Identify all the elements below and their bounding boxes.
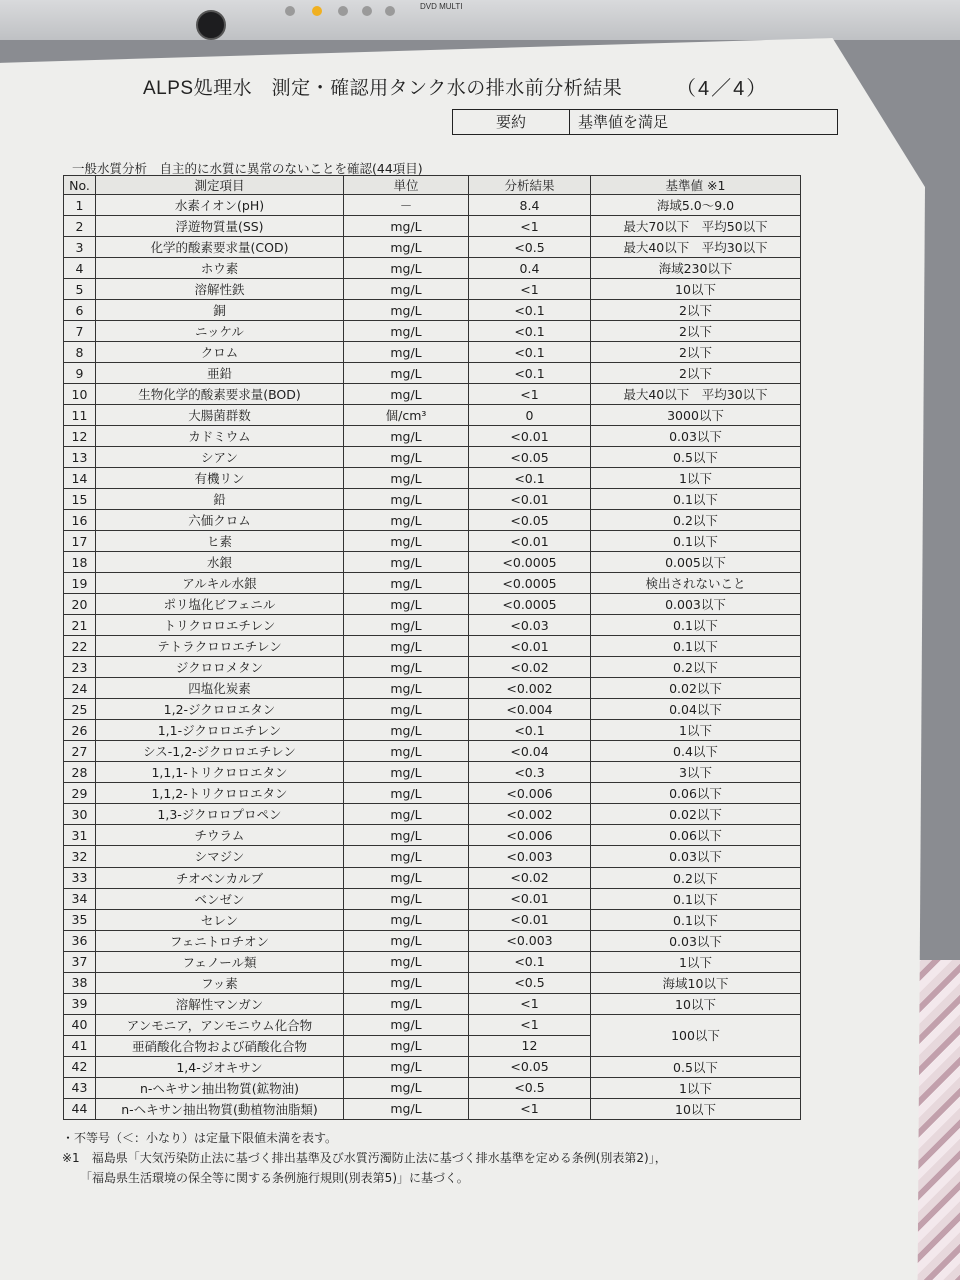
- cell-result: <0.5: [469, 237, 591, 258]
- cell-item: シマジン: [96, 846, 344, 867]
- indicator-light: [338, 6, 348, 16]
- cell-unit: mg/L: [344, 363, 469, 384]
- cell-unit: mg/L: [344, 741, 469, 762]
- cell-no: 4: [64, 258, 96, 279]
- cell-no: 5: [64, 279, 96, 300]
- cell-standard: 0.003以下: [591, 594, 801, 615]
- cell-item: シス-1,2-ジクロロエチレン: [96, 741, 344, 762]
- cell-standard: 0.03以下: [591, 930, 801, 951]
- cell-result: <1: [469, 993, 591, 1014]
- cell-no: 36: [64, 930, 96, 951]
- cell-unit: mg/L: [344, 384, 469, 405]
- cell-no: 32: [64, 846, 96, 867]
- indicator-light: [312, 6, 322, 16]
- cell-result: <0.5: [469, 1077, 591, 1098]
- results-table: [63, 175, 801, 1120]
- footnotes: [62, 1128, 667, 1188]
- cell-unit: mg/L: [344, 510, 469, 531]
- cell-standard: 0.2以下: [591, 867, 801, 888]
- cell-unit: mg/L: [344, 531, 469, 552]
- cell-standard: 海域5.0～9.0: [591, 195, 801, 216]
- cell-unit: mg/L: [344, 594, 469, 615]
- table-row: [64, 468, 801, 489]
- cell-no: 11: [64, 405, 96, 426]
- cell-unit: mg/L: [344, 804, 469, 825]
- cell-item: シアン: [96, 447, 344, 468]
- cell-standard: 2以下: [591, 342, 801, 363]
- cell-result: <0.1: [469, 720, 591, 741]
- cell-standard: 0.2以下: [591, 510, 801, 531]
- cell-no: 38: [64, 972, 96, 993]
- cell-standard: 最大40以下 平均30以下: [591, 237, 801, 258]
- table-row: [64, 363, 801, 384]
- cell-result: <0.006: [469, 783, 591, 804]
- cell-unit: mg/L: [344, 237, 469, 258]
- cell-no: 29: [64, 783, 96, 804]
- cell-no: 40: [64, 1014, 96, 1035]
- cell-standard: 10以下: [591, 993, 801, 1014]
- cell-no: 30: [64, 804, 96, 825]
- table-row: [64, 762, 801, 783]
- cell-unit: mg/L: [344, 552, 469, 573]
- cell-result: <1: [469, 216, 591, 237]
- cell-unit: mg/L: [344, 447, 469, 468]
- cell-item: 大腸菌群数: [96, 405, 344, 426]
- header-standard: 基準値 ※1: [591, 176, 801, 195]
- cell-standard: 0.5以下: [591, 1056, 801, 1077]
- cell-item: 溶解性鉄: [96, 279, 344, 300]
- table-row: [64, 342, 801, 363]
- device-label: DVD MULTI: [420, 2, 463, 11]
- cell-unit: mg/L: [344, 426, 469, 447]
- table-row: [64, 1014, 801, 1035]
- cell-result: <0.01: [469, 531, 591, 552]
- cell-item: ポリ塩化ビフェニル: [96, 594, 344, 615]
- cell-result: <1: [469, 1014, 591, 1035]
- table-row: [64, 258, 801, 279]
- cell-item: 鉛: [96, 489, 344, 510]
- cell-standard: 1以下: [591, 720, 801, 741]
- cell-item: フェニトロチオン: [96, 930, 344, 951]
- cell-item: 六価クロム: [96, 510, 344, 531]
- table-row: [64, 804, 801, 825]
- cell-item: 1,3-ジクロロプロペン: [96, 804, 344, 825]
- cell-result: <0.0005: [469, 552, 591, 573]
- cell-unit: mg/L: [344, 888, 469, 909]
- table-row: [64, 993, 801, 1014]
- table-row: [64, 930, 801, 951]
- cell-unit: mg/L: [344, 825, 469, 846]
- cell-unit: mg/L: [344, 783, 469, 804]
- cell-no: 28: [64, 762, 96, 783]
- cell-unit: mg/L: [344, 636, 469, 657]
- table-row: [64, 531, 801, 552]
- cell-standard: 1以下: [591, 468, 801, 489]
- table-row: [64, 741, 801, 762]
- summary-label: 要約: [453, 110, 570, 134]
- cell-unit: mg/L: [344, 321, 469, 342]
- table-row: [64, 216, 801, 237]
- cell-item: ヒ素: [96, 531, 344, 552]
- cell-unit: mg/L: [344, 720, 469, 741]
- cell-item: 1,1,1-トリクロロエタン: [96, 762, 344, 783]
- cell-no: 19: [64, 573, 96, 594]
- cell-standard: 3以下: [591, 762, 801, 783]
- cell-result: <1: [469, 1098, 591, 1119]
- footnote-inequality: ・不等号（＜：小なり）は定量下限値未満を表す。: [62, 1131, 338, 1145]
- cell-standard: 10以下: [591, 279, 801, 300]
- cell-item: 溶解性マンガン: [96, 993, 344, 1014]
- cell-result: <0.1: [469, 300, 591, 321]
- cell-item: 1,4-ジオキサン: [96, 1056, 344, 1077]
- cell-unit: mg/L: [344, 573, 469, 594]
- table-row: [64, 867, 801, 888]
- cell-item: 四塩化炭素: [96, 678, 344, 699]
- table-row: [64, 195, 801, 216]
- cell-result: <0.01: [469, 489, 591, 510]
- cell-unit: mg/L: [344, 468, 469, 489]
- cell-standard: 2以下: [591, 321, 801, 342]
- cell-item: n-ヘキサン抽出物質(動植物油脂類): [96, 1098, 344, 1119]
- cell-no: 39: [64, 993, 96, 1014]
- cell-standard: 0.03以下: [591, 426, 801, 447]
- cell-item: 化学的酸素要求量(COD): [96, 237, 344, 258]
- cell-standard: 検出されないこと: [591, 573, 801, 594]
- cell-unit: mg/L: [344, 342, 469, 363]
- cell-no: 27: [64, 741, 96, 762]
- cell-result: <0.0005: [469, 573, 591, 594]
- cell-standard: 3000以下: [591, 405, 801, 426]
- cell-unit: mg/L: [344, 762, 469, 783]
- cell-no: 43: [64, 1077, 96, 1098]
- cell-unit: mg/L: [344, 258, 469, 279]
- cell-result: <0.002: [469, 804, 591, 825]
- cell-item: 亜硝酸化合物および硝酸化合物: [96, 1035, 344, 1056]
- cell-item: 1,2-ジクロロエタン: [96, 699, 344, 720]
- cell-item: 銅: [96, 300, 344, 321]
- table-row: [64, 594, 801, 615]
- cell-standard: 0.1以下: [591, 888, 801, 909]
- cell-standard: 0.03以下: [591, 846, 801, 867]
- cell-item: ベンゼン: [96, 888, 344, 909]
- table-row: [64, 699, 801, 720]
- cell-item: アンモニア，アンモニウム化合物: [96, 1014, 344, 1035]
- cell-item: セレン: [96, 909, 344, 930]
- table-row: [64, 447, 801, 468]
- cell-item: 生物化学的酸素要求量(BOD): [96, 384, 344, 405]
- cell-item: アルキル水銀: [96, 573, 344, 594]
- cell-standard: 1以下: [591, 951, 801, 972]
- cell-unit: mg/L: [344, 993, 469, 1014]
- cell-no: 22: [64, 636, 96, 657]
- cell-item: ジクロロメタン: [96, 657, 344, 678]
- cell-item: n-ヘキサン抽出物質(鉱物油): [96, 1077, 344, 1098]
- footnote-1-continued: 「福島県生活環境の保全等に関する条例施行規則(別表第5)」に基づく。: [62, 1171, 469, 1185]
- cell-standard: 0.1以下: [591, 489, 801, 510]
- table-row: [64, 300, 801, 321]
- cell-unit: mg/L: [344, 909, 469, 930]
- cell-no: 18: [64, 552, 96, 573]
- cell-standard: 0.5以下: [591, 447, 801, 468]
- cell-no: 7: [64, 321, 96, 342]
- indicator-light: [385, 6, 395, 16]
- table-row: [64, 720, 801, 741]
- cell-no: 41: [64, 1035, 96, 1056]
- cell-item: トリクロロエチレン: [96, 615, 344, 636]
- cell-no: 8: [64, 342, 96, 363]
- cell-no: 44: [64, 1098, 96, 1119]
- cell-result: <0.1: [469, 951, 591, 972]
- cell-result: <0.002: [469, 678, 591, 699]
- cell-unit: mg/L: [344, 489, 469, 510]
- cell-result: <0.01: [469, 888, 591, 909]
- table-row: [64, 321, 801, 342]
- cell-result: <0.05: [469, 1056, 591, 1077]
- cell-no: 6: [64, 300, 96, 321]
- cell-item: 1,1-ジクロロエチレン: [96, 720, 344, 741]
- table-row: [64, 615, 801, 636]
- cell-no: 31: [64, 825, 96, 846]
- cell-result: <0.006: [469, 825, 591, 846]
- cell-item: チウラム: [96, 825, 344, 846]
- cell-unit: mg/L: [344, 699, 469, 720]
- cell-item: ニッケル: [96, 321, 344, 342]
- cell-item: 有機リン: [96, 468, 344, 489]
- cell-standard: 0.1以下: [591, 909, 801, 930]
- cell-no: 2: [64, 216, 96, 237]
- cell-result: <0.01: [469, 909, 591, 930]
- cell-result: 0: [469, 405, 591, 426]
- cell-standard: 0.1以下: [591, 636, 801, 657]
- cell-unit: mg/L: [344, 657, 469, 678]
- cell-standard: 最大40以下 平均30以下: [591, 384, 801, 405]
- cell-standard: 0.02以下: [591, 678, 801, 699]
- table-row: [64, 909, 801, 930]
- cell-no: 35: [64, 909, 96, 930]
- footnote-1: ※1 福島県「大気汚染防止法に基づく排出基準及び水質汚濁防止法に基づく排水基準を定める条例(別表第2)」，: [62, 1151, 667, 1165]
- cell-no: 20: [64, 594, 96, 615]
- table-row: [64, 489, 801, 510]
- cell-no: 17: [64, 531, 96, 552]
- table-row: [64, 636, 801, 657]
- table-row: [64, 552, 801, 573]
- table-row: [64, 1056, 801, 1077]
- cell-result: <0.1: [469, 321, 591, 342]
- table-row: [64, 846, 801, 867]
- indicator-light: [285, 6, 295, 16]
- cell-no: 26: [64, 720, 96, 741]
- cell-unit: mg/L: [344, 972, 469, 993]
- cell-no: 3: [64, 237, 96, 258]
- cell-standard: 0.005以下: [591, 552, 801, 573]
- cell-standard: 10以下: [591, 1098, 801, 1119]
- cell-unit: mg/L: [344, 615, 469, 636]
- cell-result: <1: [469, 279, 591, 300]
- cell-result: <0.3: [469, 762, 591, 783]
- table-row: [64, 573, 801, 594]
- cell-unit: mg/L: [344, 1035, 469, 1056]
- header-no: No.: [64, 176, 96, 195]
- table-row: [64, 888, 801, 909]
- table-row: [64, 384, 801, 405]
- table-row: [64, 951, 801, 972]
- cell-unit: mg/L: [344, 951, 469, 972]
- cell-standard: 0.04以下: [591, 699, 801, 720]
- cell-result: <0.004: [469, 699, 591, 720]
- summary-value: 基準値を満足: [578, 113, 669, 131]
- cell-result: <0.1: [469, 342, 591, 363]
- cell-standard: 1以下: [591, 1077, 801, 1098]
- cell-result: <0.05: [469, 447, 591, 468]
- cell-standard: 2以下: [591, 300, 801, 321]
- cell-unit: mg/L: [344, 867, 469, 888]
- cell-standard: 最大70以下 平均50以下: [591, 216, 801, 237]
- cell-standard: 0.4以下: [591, 741, 801, 762]
- cell-no: 9: [64, 363, 96, 384]
- cell-item: クロム: [96, 342, 344, 363]
- cell-standard: 0.2以下: [591, 657, 801, 678]
- cell-result: <0.1: [469, 468, 591, 489]
- cell-unit: mg/L: [344, 300, 469, 321]
- cell-no: 23: [64, 657, 96, 678]
- device-housing: [0, 0, 960, 40]
- cell-unit: mg/L: [344, 1014, 469, 1035]
- cell-no: 10: [64, 384, 96, 405]
- cell-item: 亜鉛: [96, 363, 344, 384]
- cell-result: <0.01: [469, 636, 591, 657]
- table-row: [64, 783, 801, 804]
- table-row: [64, 678, 801, 699]
- cell-standard: 2以下: [591, 363, 801, 384]
- cell-item: フッ素: [96, 972, 344, 993]
- cell-item: ホウ素: [96, 258, 344, 279]
- cell-unit: mg/L: [344, 1098, 469, 1119]
- cell-item: 1,1,2-トリクロロエタン: [96, 783, 344, 804]
- cell-result: <0.003: [469, 930, 591, 951]
- indicator-light: [362, 6, 372, 16]
- cell-no: 15: [64, 489, 96, 510]
- table-row: [64, 1098, 801, 1119]
- table-caption: 一般水質分析 自主的に水質に異常のないことを確認(44項目): [72, 161, 423, 176]
- table-row: [64, 1077, 801, 1098]
- cell-unit: mg/L: [344, 846, 469, 867]
- table-header-row: [64, 176, 801, 195]
- cell-no: 42: [64, 1056, 96, 1077]
- cell-standard: 100以下: [591, 1014, 801, 1056]
- cell-result: <0.02: [469, 657, 591, 678]
- header-result: 分析結果: [469, 176, 591, 195]
- table-row: [64, 237, 801, 258]
- cell-item: チオベンカルブ: [96, 867, 344, 888]
- table-row: [64, 405, 801, 426]
- cell-item: 浮遊物質量(SS): [96, 216, 344, 237]
- cell-no: 12: [64, 426, 96, 447]
- document-title: ALPS処理水 測定・確認用タンク水の排水前分析結果: [143, 78, 623, 99]
- cell-item: フェノール類: [96, 951, 344, 972]
- cell-result: <1: [469, 384, 591, 405]
- cell-result: <0.03: [469, 615, 591, 636]
- table-row: [64, 972, 801, 993]
- cell-no: 13: [64, 447, 96, 468]
- cell-result: <0.05: [469, 510, 591, 531]
- cell-unit: mg/L: [344, 678, 469, 699]
- cell-unit: mg/L: [344, 279, 469, 300]
- cell-standard: 0.02以下: [591, 804, 801, 825]
- cell-result: 8.4: [469, 195, 591, 216]
- cell-no: 14: [64, 468, 96, 489]
- cell-unit: mg/L: [344, 930, 469, 951]
- cell-no: 24: [64, 678, 96, 699]
- cell-no: 33: [64, 867, 96, 888]
- cell-result: <0.1: [469, 363, 591, 384]
- cell-unit: 個/cm³: [344, 405, 469, 426]
- table-row: [64, 657, 801, 678]
- cell-result: <0.003: [469, 846, 591, 867]
- cell-result: <0.0005: [469, 594, 591, 615]
- cell-result: 12: [469, 1035, 591, 1056]
- cell-item: カドミウム: [96, 426, 344, 447]
- cell-standard: 0.1以下: [591, 615, 801, 636]
- cell-unit: －: [344, 195, 469, 216]
- cell-standard: 0.06以下: [591, 825, 801, 846]
- table-row: [64, 426, 801, 447]
- cell-standard: 海域10以下: [591, 972, 801, 993]
- cell-unit: mg/L: [344, 216, 469, 237]
- table-row: [64, 825, 801, 846]
- cell-item: 水銀: [96, 552, 344, 573]
- cell-result: <0.01: [469, 426, 591, 447]
- cell-standard: 0.1以下: [591, 531, 801, 552]
- header-item: 測定項目: [96, 176, 344, 195]
- cell-result: <0.5: [469, 972, 591, 993]
- cell-no: 21: [64, 615, 96, 636]
- header-unit: 単位: [344, 176, 469, 195]
- cell-no: 37: [64, 951, 96, 972]
- cell-unit: mg/L: [344, 1056, 469, 1077]
- cell-item: テトラクロロエチレン: [96, 636, 344, 657]
- page-number: （4／4）: [676, 78, 769, 100]
- table-row: [64, 279, 801, 300]
- cell-no: 25: [64, 699, 96, 720]
- cell-no: 34: [64, 888, 96, 909]
- cell-no: 16: [64, 510, 96, 531]
- cell-no: 1: [64, 195, 96, 216]
- cell-item: 水素イオン(pH): [96, 195, 344, 216]
- cell-result: <0.04: [469, 741, 591, 762]
- summary-box: [452, 109, 838, 135]
- cell-result: 0.4: [469, 258, 591, 279]
- cell-unit: mg/L: [344, 1077, 469, 1098]
- device-port: [196, 10, 226, 40]
- table-body: [64, 195, 801, 1120]
- cell-result: <0.02: [469, 867, 591, 888]
- cell-standard: 海域230以下: [591, 258, 801, 279]
- cell-standard: 0.06以下: [591, 783, 801, 804]
- table-row: [64, 510, 801, 531]
